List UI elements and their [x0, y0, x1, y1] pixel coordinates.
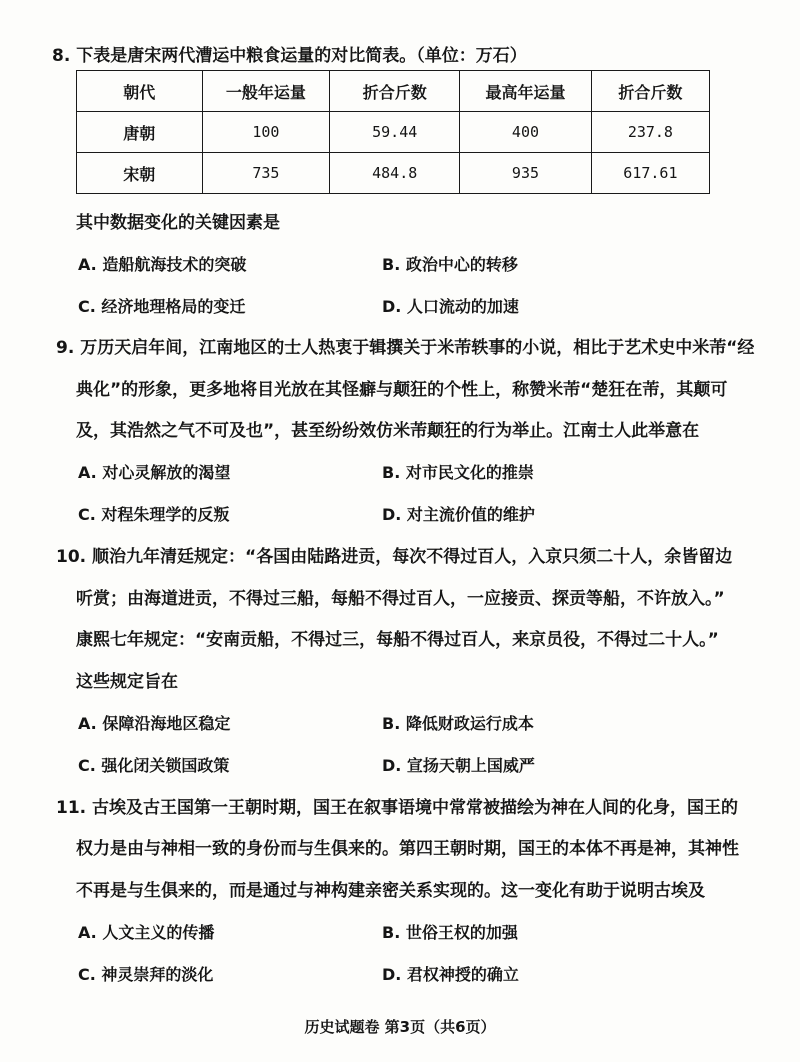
q10-option-b[interactable]: B. 降低财政运行成本 — [382, 714, 534, 733]
q10-stem-line3: 康熙七年规定：“安南贡船，不得过三，每船不得过百人，来京员役，不得过二十人。” — [76, 630, 719, 650]
q9-stem-line2: 典化”的形象，更多地将目光放在其怪癖与颠狂的个性上，称赞米芾“楚狂在芾，其颠可 — [76, 380, 728, 400]
q8-option-b[interactable]: B. 政治中心的转移 — [382, 255, 518, 274]
q8-question: 其中数据变化的关键因素是 — [76, 213, 280, 233]
q9-option-d[interactable]: D. 对主流价值的维护 — [382, 505, 535, 524]
q11-option-b[interactable]: B. 世俗王权的加强 — [382, 923, 518, 942]
table-header-row — [77, 71, 710, 112]
q11-option-d[interactable]: D. 君权神授的确立 — [382, 965, 519, 984]
table-header-cell: 一般年运量 — [202, 71, 330, 112]
q8-option-d[interactable]: D. 人口流动的加速 — [382, 297, 519, 316]
q8-stem: 8. 下表是唐宋两代漕运中粮食运量的对比简表。（单位：万石） — [52, 46, 527, 66]
table-row — [77, 112, 710, 153]
table-row — [77, 153, 710, 194]
table-cell: 59.44 — [330, 112, 460, 153]
q10-stem-line4: 这些规定旨在 — [76, 672, 178, 692]
table-cell: 735 — [202, 153, 330, 194]
table-header-cell: 折合斤数 — [330, 71, 460, 112]
q11-stem-line2: 权力是由与神相一致的身份而与生俱来的。第四王朝时期，国王的本体不再是神，其神性 — [76, 839, 739, 859]
q10-option-a[interactable]: A. 保障沿海地区稳定 — [78, 714, 231, 733]
q9-option-c[interactable]: C. 对程朱理学的反叛 — [78, 505, 230, 524]
q8-option-c[interactable]: C. 经济地理格局的变迁 — [78, 297, 246, 316]
q9-option-a[interactable]: A. 对心灵解放的渴望 — [78, 463, 231, 482]
table-cell: 唐朝 — [77, 112, 203, 153]
q9-option-b[interactable]: B. 对市民文化的推崇 — [382, 463, 534, 482]
table-header-cell: 折合斤数 — [591, 71, 709, 112]
grain-table — [76, 70, 710, 194]
table-header-cell: 朝代 — [77, 71, 203, 112]
table-cell: 484.8 — [330, 153, 460, 194]
q10-option-d[interactable]: D. 宣扬天朝上国威严 — [382, 756, 535, 775]
q11-option-c[interactable]: C. 神灵崇拜的淡化 — [78, 965, 214, 984]
q8-option-a[interactable]: A. 造船航海技术的突破 — [78, 255, 247, 274]
q11-option-a[interactable]: A. 人文主义的传播 — [78, 923, 215, 942]
q11-stem-line1: 11. 古埃及古王国第一王朝时期，国王在叙事语境中常常被描绘为神在人间的化身，国王的 — [56, 798, 739, 818]
table-cell: 宋朝 — [77, 153, 203, 194]
table-cell: 237.8 — [591, 112, 709, 153]
table-header-cell: 最高年运量 — [460, 71, 592, 112]
table-cell: 400 — [460, 112, 592, 153]
page-footer: 历史试题卷 第3页（共6页） — [304, 1018, 496, 1036]
q9-stem-line3: 及，其浩然之气不可及也”，甚至纷纷效仿米芾颠狂的行为举止。江南士人此举意在 — [76, 421, 700, 441]
q9-stem-line1: 9. 万历天启年间，江南地区的士人热衷于辑撰关于米芾轶事的小说，相比于艺术史中米芾“经 — [56, 338, 755, 358]
q11-stem-line3: 不再是与生俱来的，而是通过与神构建亲密关系实现的。这一变化有助于说明古埃及 — [76, 881, 705, 901]
q10-stem-line2: 听赏；由海道进贡，不得过三船，每船不得过百人，一应接贡、探贡等船，不许放入。” — [76, 589, 725, 609]
table-cell: 935 — [460, 153, 592, 194]
table-cell: 617.61 — [591, 153, 709, 194]
table-cell: 100 — [202, 112, 330, 153]
q10-stem-line1: 10. 顺治九年清廷规定：“各国由陆路进贡，每次不得过百人，入京只须二十人，余皆留边 — [56, 547, 733, 567]
q10-option-c[interactable]: C. 强化闭关锁国政策 — [78, 756, 230, 775]
